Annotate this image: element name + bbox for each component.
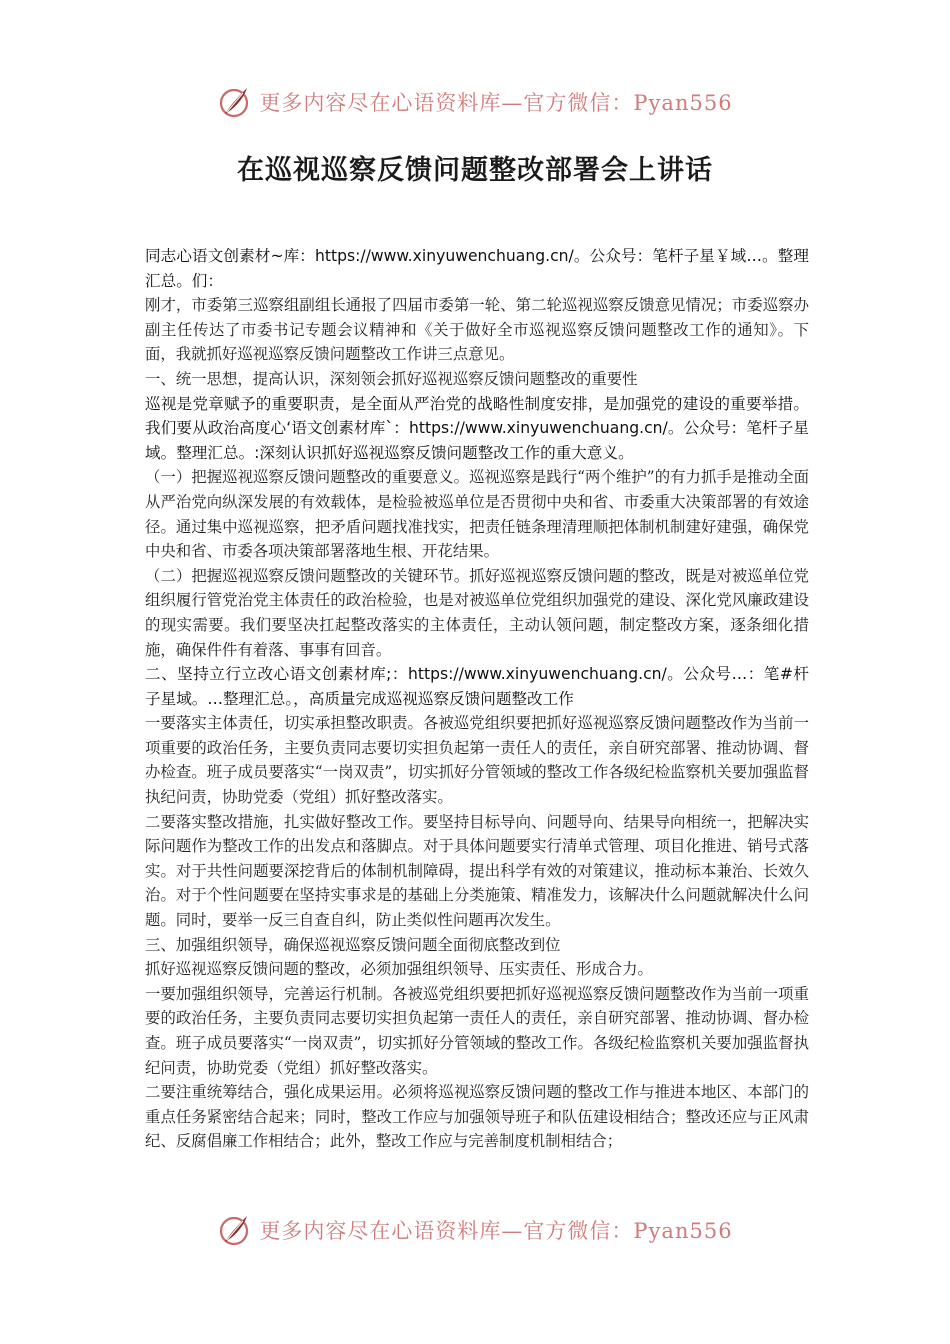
paragraph: 一要落实主体责任，切实承担整改职责。各被巡党组织要把抓好巡视巡察反馈问题整改作为当前一项重要的政治任务，主要负责同志要切实担负起第一责任人的责任，亲自研究部署、推动协调、督办检查。班子成员要落实“一岗双责”，切实抓好分管领域的整改工作各级纪检监察机关要加强监督执纪问责，协助党委（党组）抓好整改落实。 xyxy=(145,714,809,807)
quill-pen-logo-icon xyxy=(217,1212,253,1248)
paragraph: （二）把握巡视巡察反馈问题整改的关键环节。抓好巡视巡察反馈问题的整改，既是对被巡单位党组织履行管党治党主体责任的政治检验，也是对被巡单位党组织加强党的建设、深化党风廉政建设的现实需要。我们要坚决扛起整改落实的主体责任，主动认领问题，制定整改方案，逐条细化措施，确保件件有着落、事事有回音。 xyxy=(145,566,809,659)
paragraph: 二要落实整改措施，扎实做好整改工作。要坚持目标导向、问题导向、结果导向相统一，把解决实际问题作为整改工作的出发点和落脚点。对于具体问题要实行清单式管理、项目化推进、销号式落实。对于共性问题要深挖背后的体制机制障碍，提出科学有效的对策建议，推动标本兼治、长效久治。对于个性问题要在坚持实事求是的基础上分类施策、精准发力，该解决什么问题就解决什么问题。同时，要举一反三自查自纠，防止类似性问题再次发生。 xyxy=(145,812,809,930)
paragraph: 一要加强组织领导，完善运行机制。各被巡党组织要把抓好巡视巡察反馈问题整改作为当前一项重要的政治任务，主要负责同志要切实担负起第一责任人的责任，亲自研究部署、推动协调、督办检查。班子成员要落实“一岗双责”，切实抓好分管领域的整改工作。各级纪检监察机关要加强监督执纪问责，协助党委（党组）抓好整改落实。 xyxy=(145,984,809,1077)
paragraph: 巡视是党章赋予的重要职责，是全面从严治党的战略性制度安排，是加强党的建设的重要举措。我们要从政治高度心‘语文创素材库`：https://www.xinyuwenchuang.cn/。公众号：笔杆子星域。整理汇总。:深刻认识抓好巡视巡察反馈问题整改工作的重大意义。 xyxy=(145,394,809,462)
paragraph: 刚才，市委第三巡察组副组长通报了四届市委第一轮、第二轮巡视巡察反馈意见情况；市委巡察办副主任传达了市委书记专题会议精神和《关于做好全市巡视巡察反馈问题整改工作的通知》。下面，我就抓好巡视巡察反馈问题整改工作讲三点意见。 xyxy=(145,296,809,364)
paragraph: 抓好巡视巡察反馈问题的整改，必须加强组织领导、压实责任、形成合力。 xyxy=(145,960,653,979)
section-heading: 一、统一思想，提高认识，深刻领会抓好巡视巡察反馈问题整改的重要性 xyxy=(145,369,638,388)
section-heading: 二、坚持立行立改心语文创素材库;：https://www.xinyuwenchuang.cn/。公众号…：笔#杆子星域。…整理汇总。，高质量完成巡视巡察反馈问题整改工作 xyxy=(145,665,809,708)
document-body xyxy=(145,244,809,1154)
paragraph: 二要注重统筹结合，强化成果运用。必须将巡视巡察反馈问题的整改工作与推进本地区、本部门的重点任务紧密结合起来；同时，整改工作应与加强领导班子和队伍建设相结合；整改还应与正风肃纪、反腐倡廉工作相结合；此外，整改工作应与完善制度机制相结合； xyxy=(145,1083,809,1151)
banner-text: 更多内容尽在心语资料库—官方微信：Pyan556 xyxy=(259,1219,733,1243)
banner-text: 更多内容尽在心语资料库—官方微信：Pyan556 xyxy=(259,91,733,115)
header-banner xyxy=(0,82,950,122)
footer-banner xyxy=(0,1210,950,1250)
document-title: 在巡视巡察反馈问题整改部署会上讲话 xyxy=(237,155,713,186)
quill-pen-logo-icon xyxy=(217,84,253,120)
paragraph: （一）把握巡视巡察反馈问题整改的重要意义。巡视巡察是践行“两个维护”的有力抓手是推动全面从严治党向纵深发展的有效载体，是检验被巡单位是否贯彻中央和省、市委重大决策部署的有效途径。通过集中巡视巡察，把矛盾问题找准找实，把责任链条理清理顺把体制机制建好建强，确保党中央和省、市委各项决策部署落地生根、开花结果。 xyxy=(145,468,809,561)
paragraph: 同志心语文创素材~库：https://www.xinyuwenchuang.cn/。公众号：笔杆子星￥域…。整理汇总。们： xyxy=(145,247,809,290)
section-heading: 三、加强组织领导，确保巡视巡察反馈问题全面彻底整改到位 xyxy=(145,935,561,954)
